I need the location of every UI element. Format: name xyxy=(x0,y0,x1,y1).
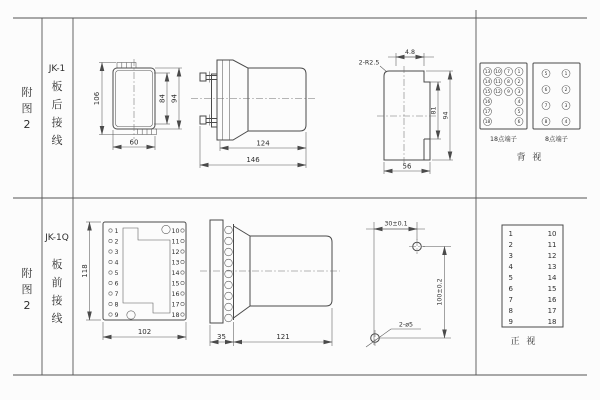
terminal-number: 10 xyxy=(547,230,557,238)
radius-label: 2-R2.5 xyxy=(358,59,380,67)
wiring-char: 板 xyxy=(51,80,63,93)
terminal-number: 8 xyxy=(508,307,513,315)
mounting-flange xyxy=(212,74,218,127)
terminal-number: 12 xyxy=(495,90,501,95)
bottom-terminal-comb xyxy=(138,129,157,135)
dim-100 xyxy=(437,247,445,339)
dim-106 xyxy=(93,63,137,135)
terminal-number: 15 xyxy=(547,285,557,293)
inner-step-outline xyxy=(123,228,170,313)
dim-text: 60 xyxy=(129,138,139,147)
wiring-char: 前 xyxy=(51,276,63,289)
terminal-number: 13 xyxy=(547,263,557,271)
terminal-number: 4 xyxy=(114,259,119,267)
terminal-number: 16 xyxy=(484,100,491,105)
terminal-number: 4 xyxy=(564,120,568,125)
model-name: JK-1Q xyxy=(45,233,69,243)
terminal-number: 8 xyxy=(544,120,548,125)
drilling-plan xyxy=(366,221,451,348)
jk1-side-view xyxy=(191,60,316,168)
terminal-number: 14 xyxy=(547,274,557,282)
dim-text: 35 xyxy=(217,333,226,341)
cutout-outline xyxy=(384,71,430,160)
terminal-number: 13 xyxy=(484,70,491,75)
radius-callout xyxy=(359,60,387,73)
terminal-circles-8 xyxy=(542,70,570,126)
terminal-number: 9 xyxy=(508,318,513,326)
dim-124 xyxy=(220,132,306,168)
mounting-hole-top xyxy=(162,225,170,233)
terminal-number: 4 xyxy=(517,100,521,105)
terminal-number: 15 xyxy=(484,90,491,95)
terminal-number: 7 xyxy=(114,290,119,298)
rear-view-label: 背 视 xyxy=(516,153,544,163)
dim-text: 118 xyxy=(81,264,89,278)
terminal-table-left xyxy=(509,230,514,326)
terminal-numbers-18 xyxy=(485,69,521,125)
terminal-number: 5 xyxy=(114,269,119,277)
dim-4-8 xyxy=(388,49,434,66)
row1-model-label xyxy=(48,64,66,147)
terminal-number: 2 xyxy=(508,241,513,249)
fig-char: 2 xyxy=(23,118,31,131)
wiring-char: 线 xyxy=(51,134,63,147)
jk1q-front-view xyxy=(81,222,186,340)
terminal-number: 18 xyxy=(547,318,557,326)
dim-text: 81 xyxy=(430,106,438,115)
terminal-number: 12 xyxy=(547,252,557,260)
terminal-number: 6 xyxy=(517,120,521,125)
wiring-char: 线 xyxy=(51,312,63,325)
terminal-number: 8 xyxy=(114,301,119,309)
terminal-number: 12 xyxy=(171,248,180,256)
holes-label: 2-ø5 xyxy=(398,321,414,329)
dim-text: 106 xyxy=(93,91,101,106)
dim-text: 84 xyxy=(158,94,167,103)
row2-model-label xyxy=(44,233,69,325)
terminal-block-18-label: 18点端子 xyxy=(490,136,517,143)
dim-text: 94 xyxy=(442,111,450,120)
row1-figure-label xyxy=(22,85,33,131)
dim-35 xyxy=(210,322,234,346)
panel-cutout-view xyxy=(359,49,453,174)
terminal-table xyxy=(502,225,563,347)
terminal-block-18 xyxy=(480,63,527,143)
dim-56 xyxy=(384,162,430,174)
terminal-number: 5 xyxy=(517,110,521,115)
dim-146 xyxy=(200,126,306,168)
dim-121 xyxy=(234,308,333,346)
terminal-stud-top xyxy=(200,72,217,83)
terminal-stud-bottom xyxy=(200,115,217,126)
terminal-number: 14 xyxy=(484,80,491,85)
terminal-number: 16 xyxy=(547,296,557,304)
front-plate xyxy=(210,220,223,323)
terminal-number: 2 xyxy=(114,238,119,246)
left-terminal-column xyxy=(109,228,119,319)
wiring-char: 接 xyxy=(51,116,63,129)
terminal-number: 7 xyxy=(507,70,510,75)
dim-text: 56 xyxy=(402,162,412,171)
dim-text: 94 xyxy=(170,94,179,103)
terminal-number: 14 xyxy=(171,269,180,277)
fig-char: 附 xyxy=(21,267,33,280)
dim-102 xyxy=(103,322,186,340)
terminal-number: 1 xyxy=(508,230,513,238)
dim-60 xyxy=(113,130,155,150)
jk1-front-view xyxy=(93,59,182,150)
fig-char: 附 xyxy=(21,86,33,99)
terminal-number: 6 xyxy=(508,285,513,293)
fig-char: 图 xyxy=(21,102,33,115)
hole-bottom-left xyxy=(371,330,380,346)
terminal-bumps xyxy=(225,226,233,322)
terminal-number: 13 xyxy=(171,259,180,267)
terminal-number: 2 xyxy=(564,88,568,93)
dim-text: 30±0.1 xyxy=(384,220,408,228)
row2-figure-label xyxy=(22,266,33,312)
terminal-number: 8 xyxy=(507,80,510,85)
terminal-number: 1 xyxy=(114,227,119,235)
dim-text: 121 xyxy=(276,333,290,341)
terminal-number: 16 xyxy=(171,290,180,298)
terminal-number: 3 xyxy=(508,252,513,260)
terminal-number: 3 xyxy=(517,90,521,95)
terminal-number: 9 xyxy=(114,311,119,319)
dim-text: 4.8 xyxy=(404,49,416,56)
terminal-number: 3 xyxy=(564,104,568,109)
terminal-number: 15 xyxy=(171,280,180,288)
terminal-number: 1 xyxy=(517,70,521,75)
terminal-number: 6 xyxy=(544,88,548,93)
dim-text: 124 xyxy=(256,139,270,148)
terminal-number: 11 xyxy=(495,80,501,85)
dim-text: 102 xyxy=(137,328,152,336)
terminal-number: 1 xyxy=(564,72,568,77)
top-terminal-comb xyxy=(117,63,136,69)
terminal-table-right xyxy=(548,230,557,326)
collar-outline xyxy=(217,60,248,140)
dim-84 xyxy=(154,73,170,124)
right-terminal-column xyxy=(171,228,184,319)
terminal-block-outline xyxy=(533,63,580,129)
terminal-number: 9 xyxy=(507,90,510,95)
relay-body xyxy=(248,68,306,131)
terminal-number: 17 xyxy=(171,301,180,309)
terminal-number: 18 xyxy=(171,311,180,319)
terminal-number: 11 xyxy=(171,238,180,246)
mounting-hole-bottom xyxy=(127,311,135,319)
terminal-number: 18 xyxy=(484,120,491,125)
dim-30 xyxy=(366,221,425,230)
wiring-char: 后 xyxy=(51,98,63,111)
terminal-block-8 xyxy=(533,63,580,143)
terminal-block-8-label: 8点端子 xyxy=(545,136,568,143)
dim-text: 100±0.2 xyxy=(436,278,444,306)
terminal-number: 7 xyxy=(508,296,513,304)
terminal-circles-18 xyxy=(484,68,524,126)
terminal-numbers-8 xyxy=(545,71,568,125)
terminal-number: 17 xyxy=(484,110,491,115)
fig-char: 图 xyxy=(21,283,33,296)
terminal-number: 5 xyxy=(508,274,513,282)
terminal-number: 17 xyxy=(547,307,557,315)
wiring-char: 板 xyxy=(51,258,63,271)
terminal-number: 7 xyxy=(544,104,548,109)
wiring-char: 接 xyxy=(51,294,63,307)
hole-top-right xyxy=(409,239,425,254)
terminal-number: 11 xyxy=(547,241,557,249)
terminal-number: 4 xyxy=(508,263,513,271)
front-view-label: 正 视 xyxy=(510,337,538,347)
terminal-number: 3 xyxy=(114,248,119,256)
jk1q-side-view xyxy=(200,220,340,346)
fig-char: 2 xyxy=(23,299,31,312)
dim-118 xyxy=(81,222,101,320)
dim-text: 146 xyxy=(246,156,260,164)
terminal-number: 6 xyxy=(114,280,119,288)
terminal-number: 5 xyxy=(544,72,548,77)
terminal-number: 10 xyxy=(171,227,180,235)
dim-81 xyxy=(430,82,441,139)
model-name: JK-1 xyxy=(48,64,66,74)
terminal-number: 2 xyxy=(517,80,521,85)
terminal-number: 10 xyxy=(495,70,501,75)
